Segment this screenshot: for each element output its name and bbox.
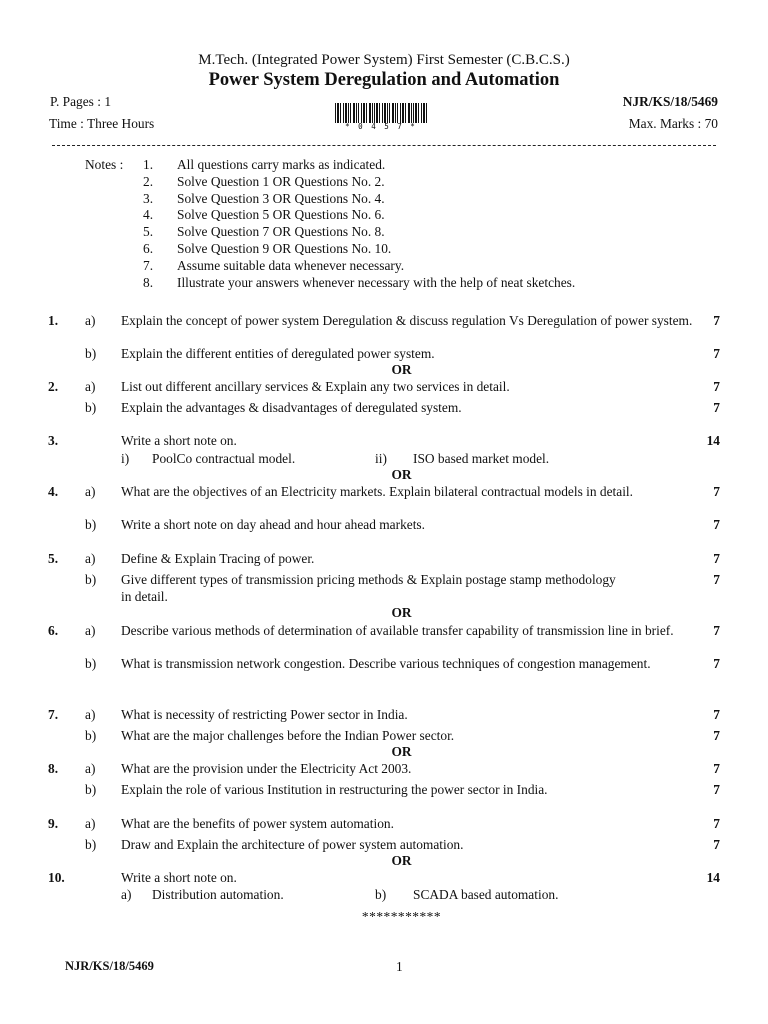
question-text: Write a short note on. xyxy=(121,433,237,448)
sub-part-text: ISO based market model. xyxy=(413,451,550,466)
part-label: a) xyxy=(85,623,96,638)
sub-part-text: PoolCo contractual model. xyxy=(152,451,296,466)
sub-part-label: ii) xyxy=(375,451,387,466)
or-separator: OR xyxy=(391,853,412,868)
question-text: List out different ancillary services & Explain any two services in detail. xyxy=(121,379,510,394)
sub-part-text: SCADA based automation. xyxy=(413,887,559,902)
question-text: What are the major challenges before the Indian Power sector. xyxy=(121,728,455,743)
part-label: a) xyxy=(85,484,96,499)
exam-subtitle: M.Tech. (Integrated Power System) First Semester (C.B.C.S.) xyxy=(198,52,570,68)
page-count: P. Pages : 1 xyxy=(50,94,112,109)
note-number: 8. xyxy=(143,275,154,290)
question-marks: 7 xyxy=(713,313,720,328)
part-label: b) xyxy=(85,517,97,532)
sub-part-label: b) xyxy=(375,887,387,902)
question-marks: 7 xyxy=(713,551,720,566)
note-text: Assume suitable data whenever necessary. xyxy=(177,258,405,273)
question-marks: 7 xyxy=(713,707,720,722)
question-marks: 7 xyxy=(713,782,720,797)
part-label: b) xyxy=(85,837,97,852)
question-marks: 7 xyxy=(713,623,720,638)
part-label: b) xyxy=(85,728,97,743)
question-text: Explain the role of various Institution in restructuring the power sector in India. xyxy=(121,782,548,797)
or-separator: OR xyxy=(391,744,412,759)
sub-part-label: i) xyxy=(121,451,130,466)
question-text: What are the provision under the Electricity Act 2003. xyxy=(121,761,412,776)
question-text: Explain the advantages & disadvantages of deregulated system. xyxy=(121,400,462,415)
part-label: b) xyxy=(85,400,97,415)
note-text: Solve Question 9 OR Questions No. 10. xyxy=(177,241,392,256)
part-label: a) xyxy=(85,707,96,722)
note-number: 3. xyxy=(143,191,154,206)
part-label: a) xyxy=(85,816,96,831)
part-label: b) xyxy=(85,346,97,361)
part-label: b) xyxy=(85,656,97,671)
part-label: a) xyxy=(85,379,96,394)
note-number: 6. xyxy=(143,241,154,256)
note-number: 1. xyxy=(143,157,154,172)
question-number: 3. xyxy=(48,433,59,448)
sub-part-text: Distribution automation. xyxy=(152,887,284,902)
or-separator: OR xyxy=(391,605,412,620)
header-divider xyxy=(52,145,716,146)
question-number: 8. xyxy=(48,761,59,776)
end-marker: *********** xyxy=(361,909,442,924)
part-label: b) xyxy=(85,782,97,797)
question-text: Explain the different entities of deregulated power system. xyxy=(121,346,435,361)
question-number: 5. xyxy=(48,551,59,566)
question-text: Explain the concept of power system Deregulation & discuss regulation Vs Deregulation of power system. xyxy=(121,313,693,328)
notes-label: Notes : xyxy=(85,157,124,172)
page-number: 1 xyxy=(396,959,403,974)
part-label: a) xyxy=(85,551,96,566)
question-marks: 7 xyxy=(713,517,720,532)
question-text: What is necessity of restricting Power sector in India. xyxy=(121,707,408,722)
note-number: 2. xyxy=(143,174,154,189)
note-text: All questions carry marks as indicated. xyxy=(177,157,386,172)
note-number: 5. xyxy=(143,224,154,239)
part-label: a) xyxy=(85,761,96,776)
question-marks: 7 xyxy=(713,728,720,743)
question-text: What is transmission network congestion. Describe various techniques of congestion management. xyxy=(121,656,651,671)
footer-code: NJR/KS/18/5469 xyxy=(65,959,154,973)
note-text: Solve Question 3 OR Questions No. 4. xyxy=(177,191,385,206)
question-number: 9. xyxy=(48,816,59,831)
part-label: b) xyxy=(85,572,97,587)
question-marks: 7 xyxy=(713,400,720,415)
question-text: Define & Explain Tracing of power. xyxy=(121,551,315,566)
question-text: Write a short note on day ahead and hour ahead markets. xyxy=(121,517,425,532)
question-number: 1. xyxy=(48,313,59,328)
question-text: Give different types of transmission pricing methods & Explain postage stamp methodology in detail. xyxy=(121,572,616,604)
note-text: Solve Question 7 OR Questions No. 8. xyxy=(177,224,385,239)
note-number: 7. xyxy=(143,258,154,273)
question-number: 6. xyxy=(48,623,59,638)
note-text: Solve Question 5 OR Questions No. 6. xyxy=(177,207,385,222)
question-marks: 7 xyxy=(713,346,720,361)
sub-part-label: a) xyxy=(121,887,132,902)
question-number: 10. xyxy=(48,870,65,885)
question-marks: 7 xyxy=(713,656,720,671)
question-marks: 7 xyxy=(713,379,720,394)
part-label: a) xyxy=(85,313,96,328)
question-text: Write a short note on. xyxy=(121,870,237,885)
barcode-number: * 0 4 5 7 * xyxy=(345,122,417,131)
question-marks: 7 xyxy=(713,572,720,587)
max-marks: Max. Marks : 70 xyxy=(628,116,718,131)
question-number: 4. xyxy=(48,484,59,499)
question-text: What are the benefits of power system automation. xyxy=(121,816,394,831)
question-text: Describe various methods of determination of available transfer capability of transmission line in brief. xyxy=(121,623,674,638)
exam-duration: Time : Three Hours xyxy=(49,116,155,131)
question-marks: 14 xyxy=(706,433,720,448)
note-text: Illustrate your answers whenever necessary with the help of neat sketches. xyxy=(177,275,576,290)
question-text: What are the objectives of an Electricity markets. Explain bilateral contractual models in detail. xyxy=(121,484,633,499)
question-text: Draw and Explain the architecture of power system automation. xyxy=(121,837,464,852)
or-separator: OR xyxy=(391,467,412,482)
question-marks: 14 xyxy=(706,870,720,885)
paper-code: NJR/KS/18/5469 xyxy=(622,94,718,109)
note-text: Solve Question 1 OR Questions No. 2. xyxy=(177,174,385,189)
question-number: 2. xyxy=(48,379,59,394)
question-marks: 7 xyxy=(713,484,720,499)
or-separator: OR xyxy=(391,362,412,377)
paper-title: Power System Deregulation and Automation xyxy=(208,70,560,90)
question-marks: 7 xyxy=(713,837,720,852)
question-marks: 7 xyxy=(713,761,720,776)
question-marks: 7 xyxy=(713,816,720,831)
note-number: 4. xyxy=(143,207,154,222)
question-number: 7. xyxy=(48,707,59,722)
